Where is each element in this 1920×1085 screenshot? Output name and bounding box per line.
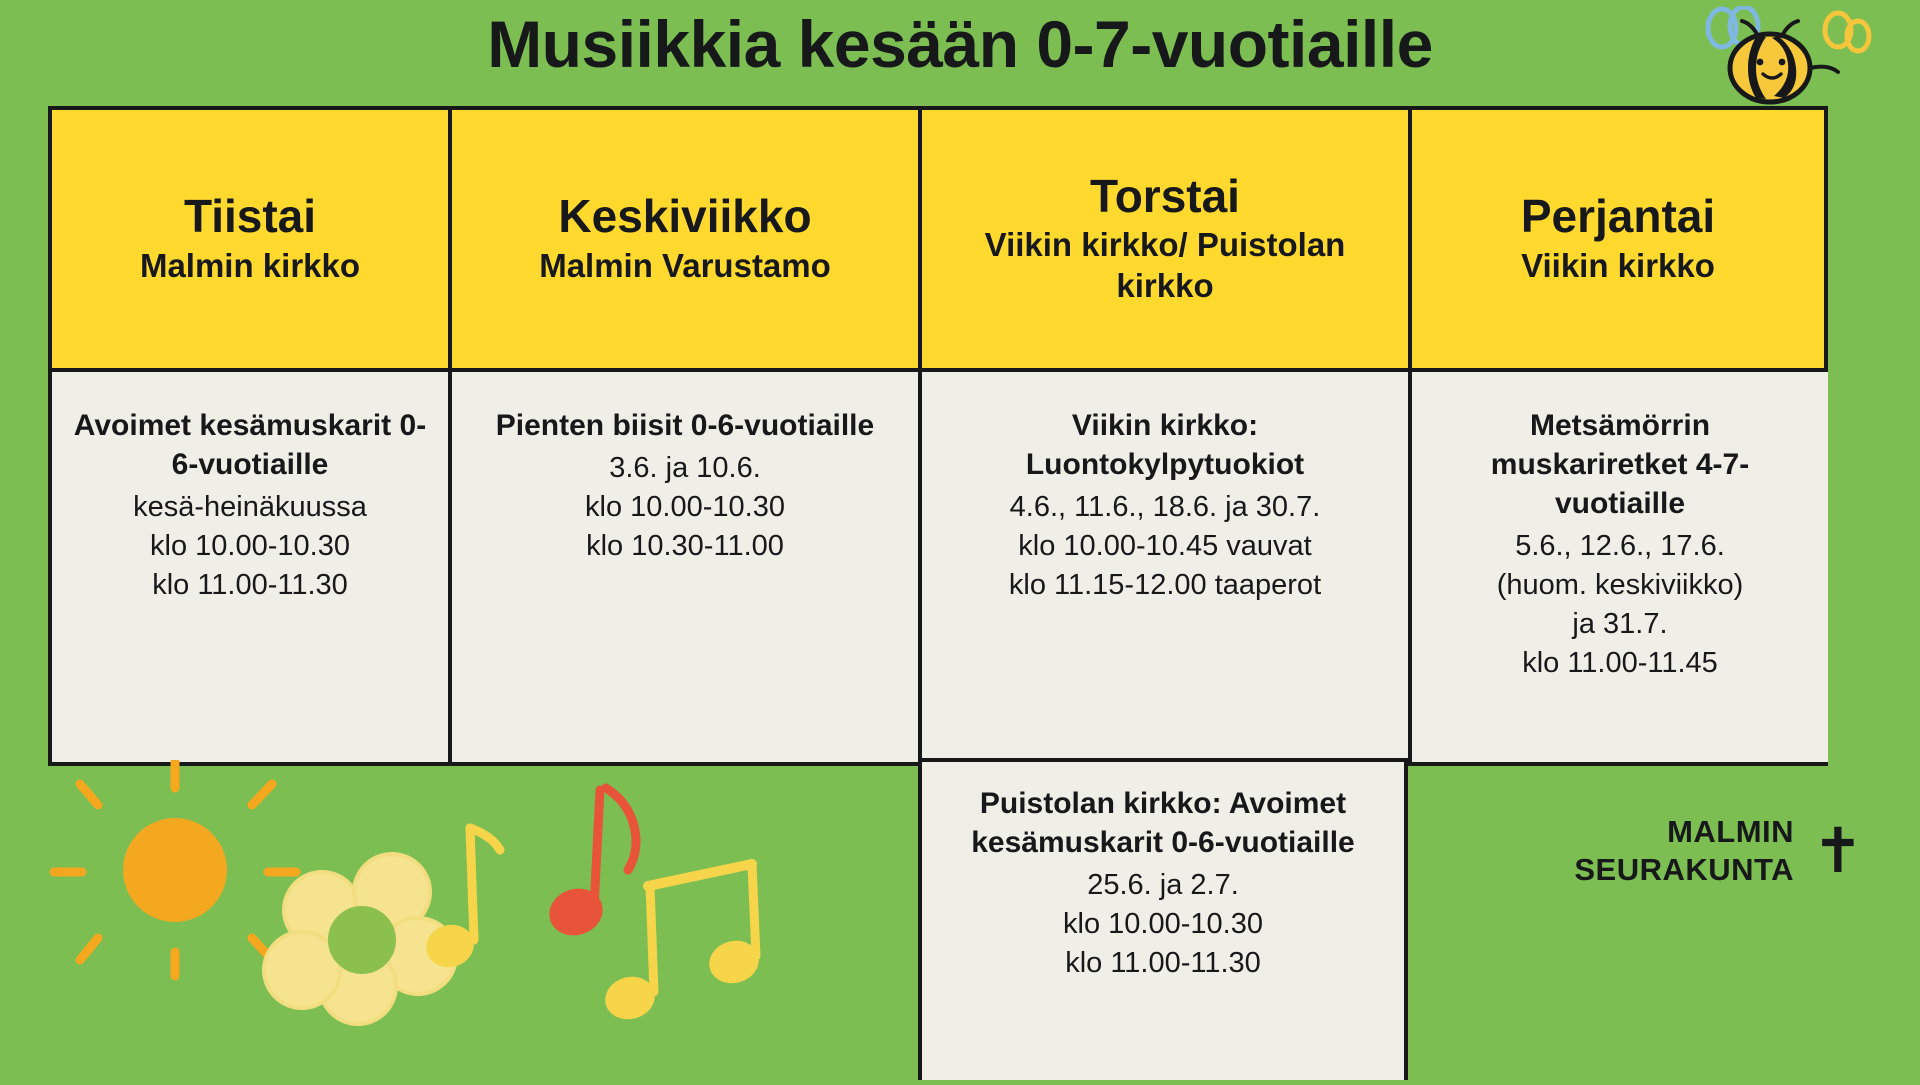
table-header-cell-keskiviikko bbox=[452, 110, 922, 372]
flower-icon bbox=[264, 854, 456, 1024]
column-day: Keskiviikko bbox=[558, 190, 812, 243]
table-header-cell-torstai bbox=[922, 110, 1412, 372]
cell-line: klo 10.00-10.30 bbox=[1063, 908, 1263, 941]
music-note-red-icon bbox=[543, 788, 636, 942]
cell-heading: Avoimet kesämuskarit 0-6-vuotiaille bbox=[73, 409, 427, 481]
cell-line: klo 10.30-11.00 bbox=[586, 530, 784, 563]
cell-line: 25.6. ja 2.7. bbox=[1087, 869, 1239, 901]
cross-icon: ✝ bbox=[1812, 814, 1864, 888]
cell-line: klo 10.00-10.30 bbox=[150, 530, 350, 563]
table-header-cell-perjantai bbox=[1412, 110, 1828, 372]
page-title: Musiikkia kesään 0-7-vuotiaille bbox=[487, 7, 1433, 81]
column-place: Malmin kirkko bbox=[139, 246, 361, 284]
cell-line: (huom. keskiviikko) bbox=[1496, 569, 1744, 602]
sun-icon bbox=[54, 762, 296, 976]
cell-line: klo 10.00-10.30 bbox=[585, 491, 785, 524]
table-header-cell-tiistai bbox=[52, 110, 452, 372]
logo-line-2: SEURAKUNTA bbox=[1574, 852, 1795, 888]
cell-line: 3.6. ja 10.6. bbox=[609, 452, 761, 484]
cell-line: klo 11.15-12.00 taaperot bbox=[1008, 569, 1322, 602]
table-cell-tiistai bbox=[52, 372, 452, 762]
logo-line-1: MALMIN bbox=[1667, 813, 1795, 849]
cell-line: klo 11.00-11.30 bbox=[152, 569, 348, 602]
cell-line: klo 10.00-10.45 vauvat bbox=[1018, 530, 1312, 563]
table-cell-keskiviikko bbox=[452, 372, 922, 762]
column-day: Torstai bbox=[1090, 169, 1240, 222]
cell-heading: Pienten biisit 0-6-vuotiaille bbox=[495, 409, 875, 442]
decorative-doodles bbox=[40, 760, 860, 1080]
malmin-seurakunta-logo bbox=[1574, 813, 1864, 891]
cell-line: kesä-heinäkuussa bbox=[133, 491, 367, 523]
column-day: Tiistai bbox=[183, 190, 317, 243]
music-note-yellow-icon bbox=[421, 828, 500, 972]
table-cell-torstai bbox=[922, 372, 1412, 762]
cell-line: 4.6., 11.6., 18.6. ja 30.7. bbox=[1009, 491, 1321, 523]
table-cell-puistolan-kirkko bbox=[918, 758, 1408, 1080]
column-day: Perjantai bbox=[1520, 190, 1716, 243]
column-place: Viikin kirkko bbox=[1521, 246, 1715, 284]
column-place: Malmin Varustamo bbox=[539, 246, 831, 284]
cell-line: ja 31.7. bbox=[1572, 608, 1668, 641]
schedule-table bbox=[48, 106, 1828, 766]
music-note-beamed-icon bbox=[600, 864, 763, 1025]
table-cell-perjantai bbox=[1412, 372, 1828, 762]
cell-heading: Viikin kirkko: Luontokylpytuokiot bbox=[1025, 409, 1305, 481]
cell-line: 5.6., 12.6., 17.6. bbox=[1515, 530, 1725, 562]
column-place: Viikin kirkko/ Puistolan kirkko bbox=[984, 225, 1346, 305]
cell-line: klo 11.00-11.30 bbox=[1065, 947, 1261, 980]
cell-heading: Metsämörrin muskariretket 4-7-vuotiaille bbox=[1490, 409, 1750, 520]
cell-line: klo 11.00-11.45 bbox=[1522, 647, 1718, 680]
cell-heading: Puistolan kirkko: Avoimet kesämuskarit 0-6-vuotiaille bbox=[971, 787, 1355, 859]
